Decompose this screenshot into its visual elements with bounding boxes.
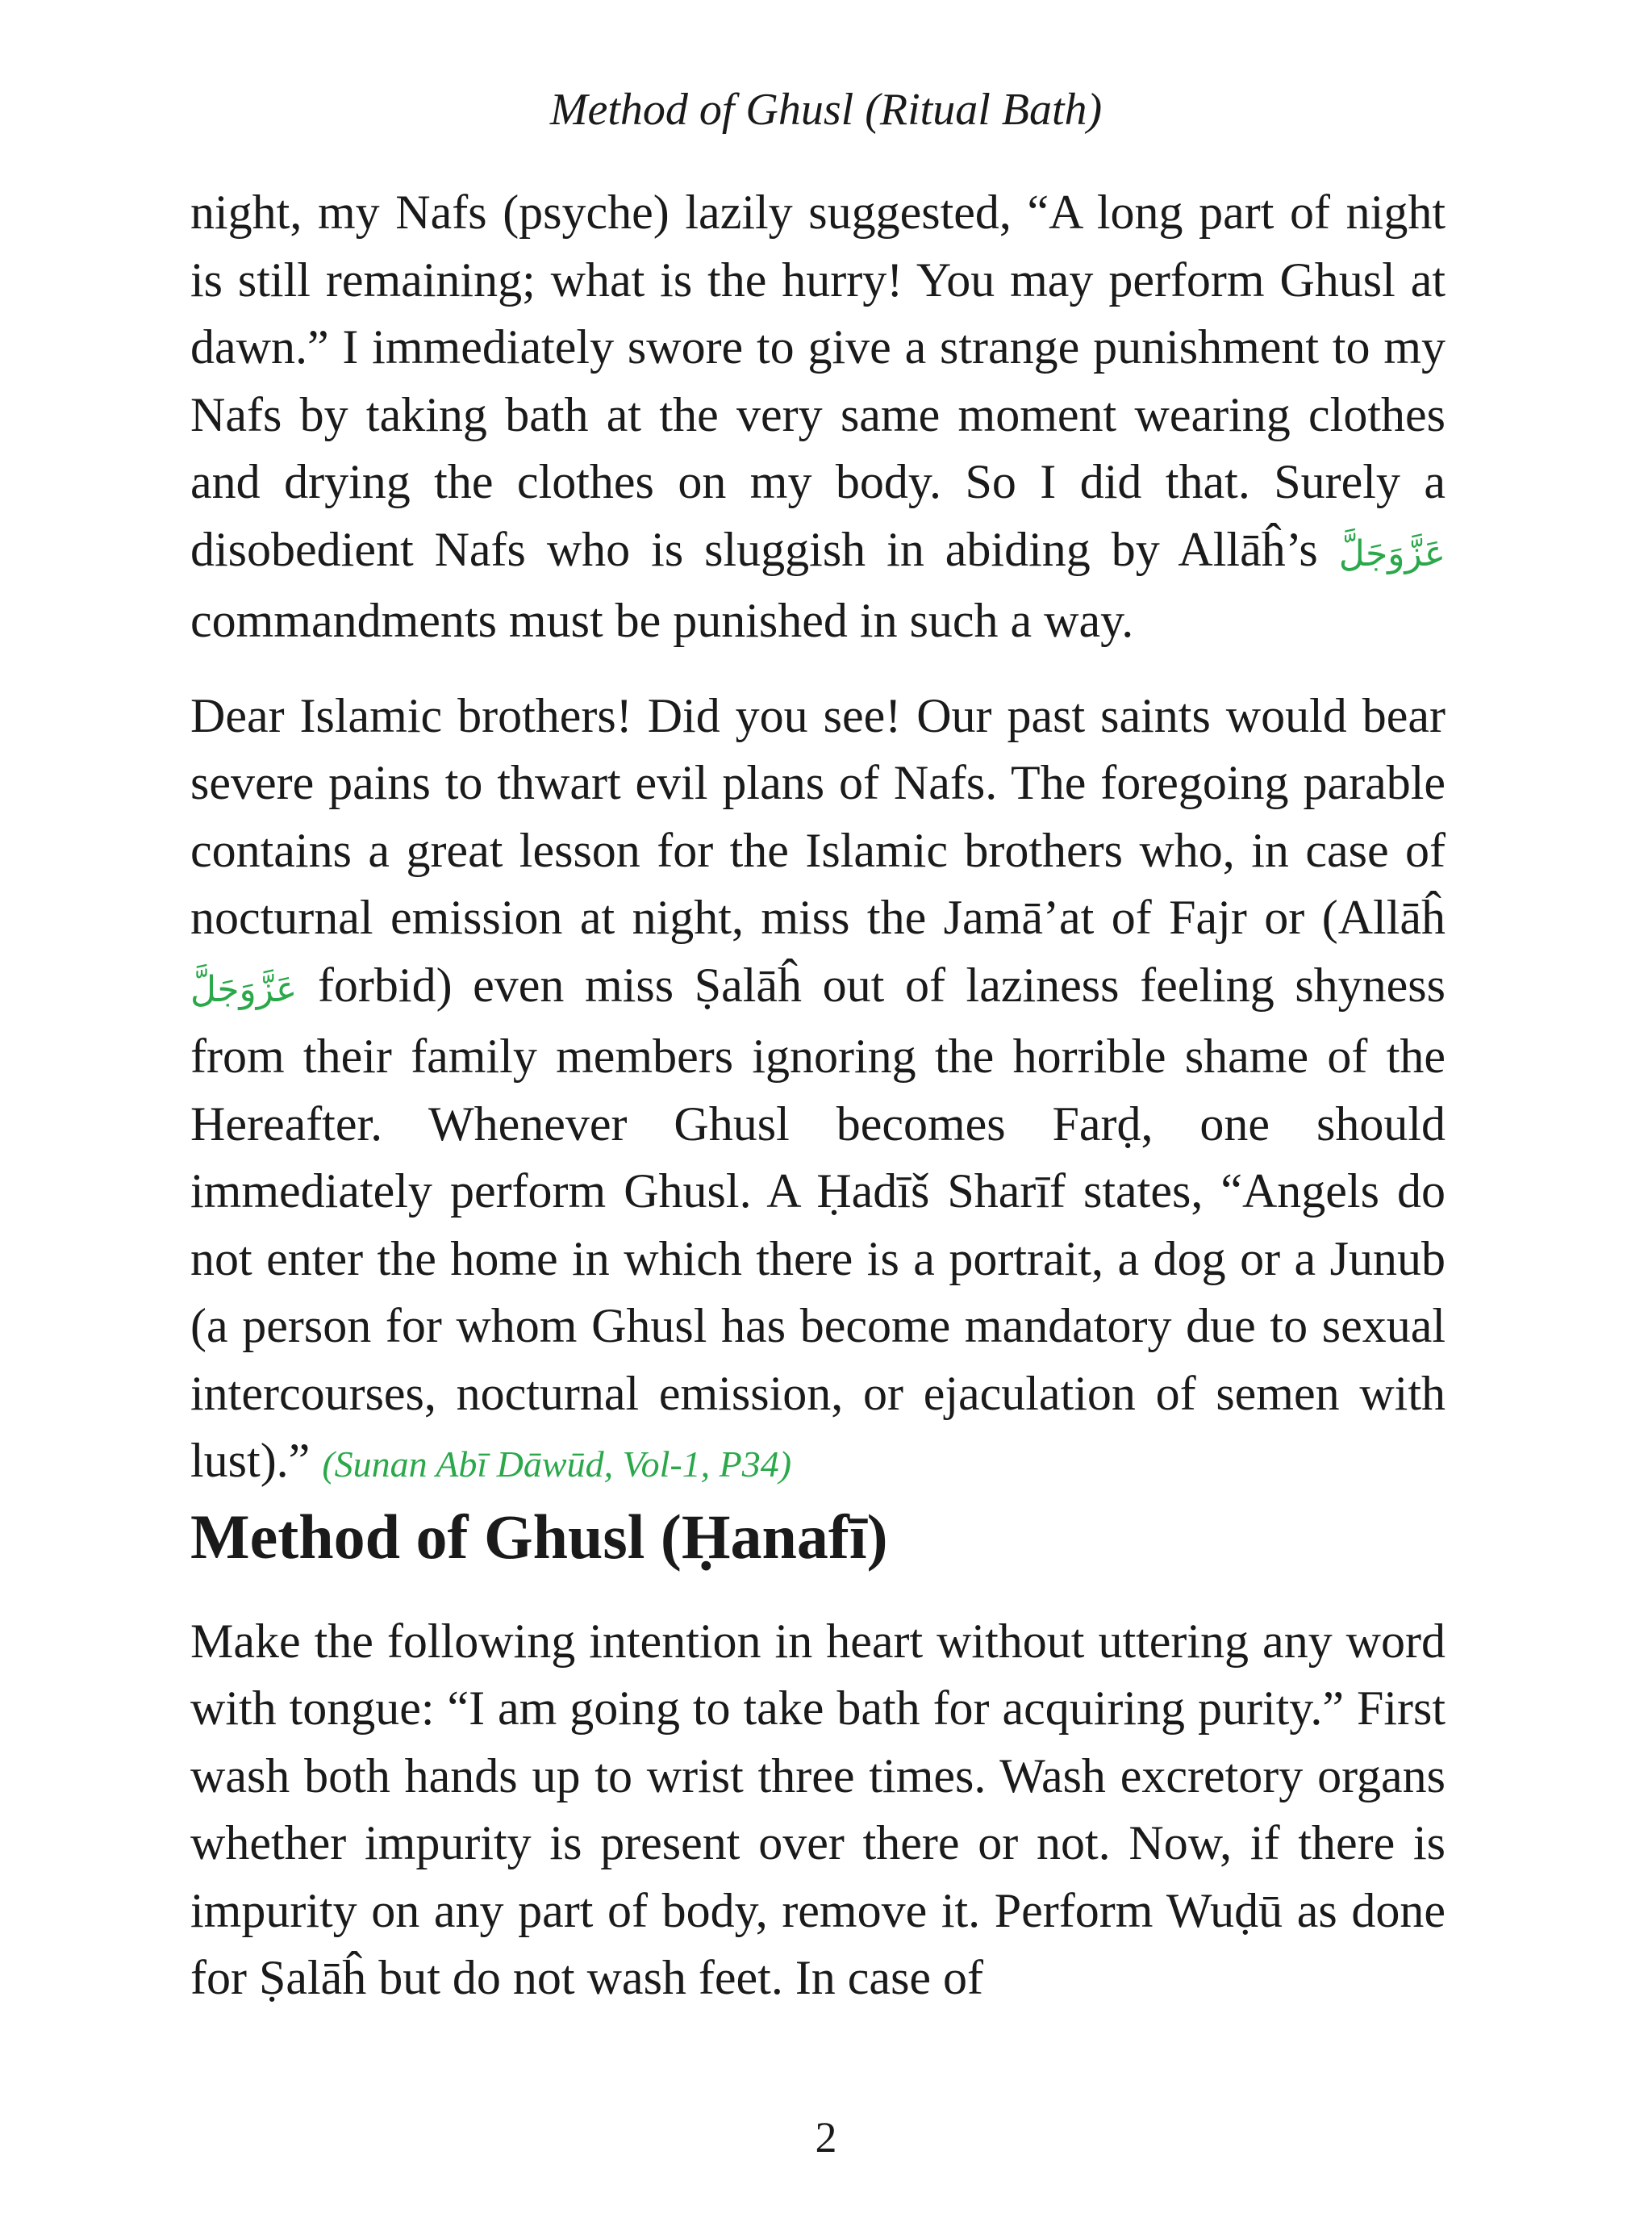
- paragraph-text: commandments must be punished in such a way.: [190, 594, 1134, 647]
- paragraph-text: forbid) even miss Ṣalāĥ out of laziness feeling shyness from their family members ignoring the horrible shame of the Hereafter. Whenever Ghusl becomes Farḍ, one should immediately perform Ghusl. A Ḥadīš Sharīf states, “Angels do not enter the home in which there is a portrait, a dog or a Junub (a person for whom Ghusl has become mandatory due to sexual intercourses, nocturnal emission, or ejaculation of semen with lust).”: [190, 958, 1446, 1487]
- paragraph-method-of-ghusl: [190, 1608, 1446, 2012]
- arabic-honorific: عَزَّوَجَلَّ: [1338, 533, 1446, 574]
- paragraph-nafs-punishment: [190, 179, 1446, 655]
- page-body: [190, 179, 1446, 2012]
- section-heading: Method of Ghusl (Ḥanafī): [190, 1501, 888, 1572]
- page-number: 2: [815, 2113, 837, 2162]
- arabic-honorific: عَزَّوَجَلَّ: [190, 968, 298, 1010]
- paragraph-text: Make the following intention in heart without uttering any word with tongue: “I am going to take bath for acquiring purity.” First wash both hands up to wrist three times. Wash excretory organs whether impurity is present over there or not. Now, if there is impurity on any part of body, remove it. Perform Wuḍū as done for Ṣalāĥ but do not wash feet. In case of: [190, 1614, 1446, 2004]
- hadith-citation: (Sunan Abī Dāwūd, Vol-1, P34): [322, 1443, 792, 1485]
- paragraph-text: Dear Islamic brothers! Did you see! Our past saints would bear severe pains to thwart evil plans of Nafs. The foregoing parable contains a great lesson for the Islamic brothers who, in case of nocturnal emission at night, miss the Jamā’at of Fajr or (Allāĥ: [190, 688, 1446, 944]
- paragraph-text: night, my Nafs (psyche) lazily suggested, “A long part of night is still remaining; what is the hurry! You may perform Ghusl at dawn.” I immediately swore to give a strange punishment to my Nafs by taking bath at the very same moment wearing clothes and drying the clothes on my body. So I did that. Surely a disobedient Nafs who is sluggish in abiding by Allāĥ’s: [190, 186, 1446, 576]
- paragraph-dear-islamic-brothers: [190, 683, 1446, 1498]
- running-header-title: Method of Ghusl (Ritual Bath): [549, 85, 1103, 135]
